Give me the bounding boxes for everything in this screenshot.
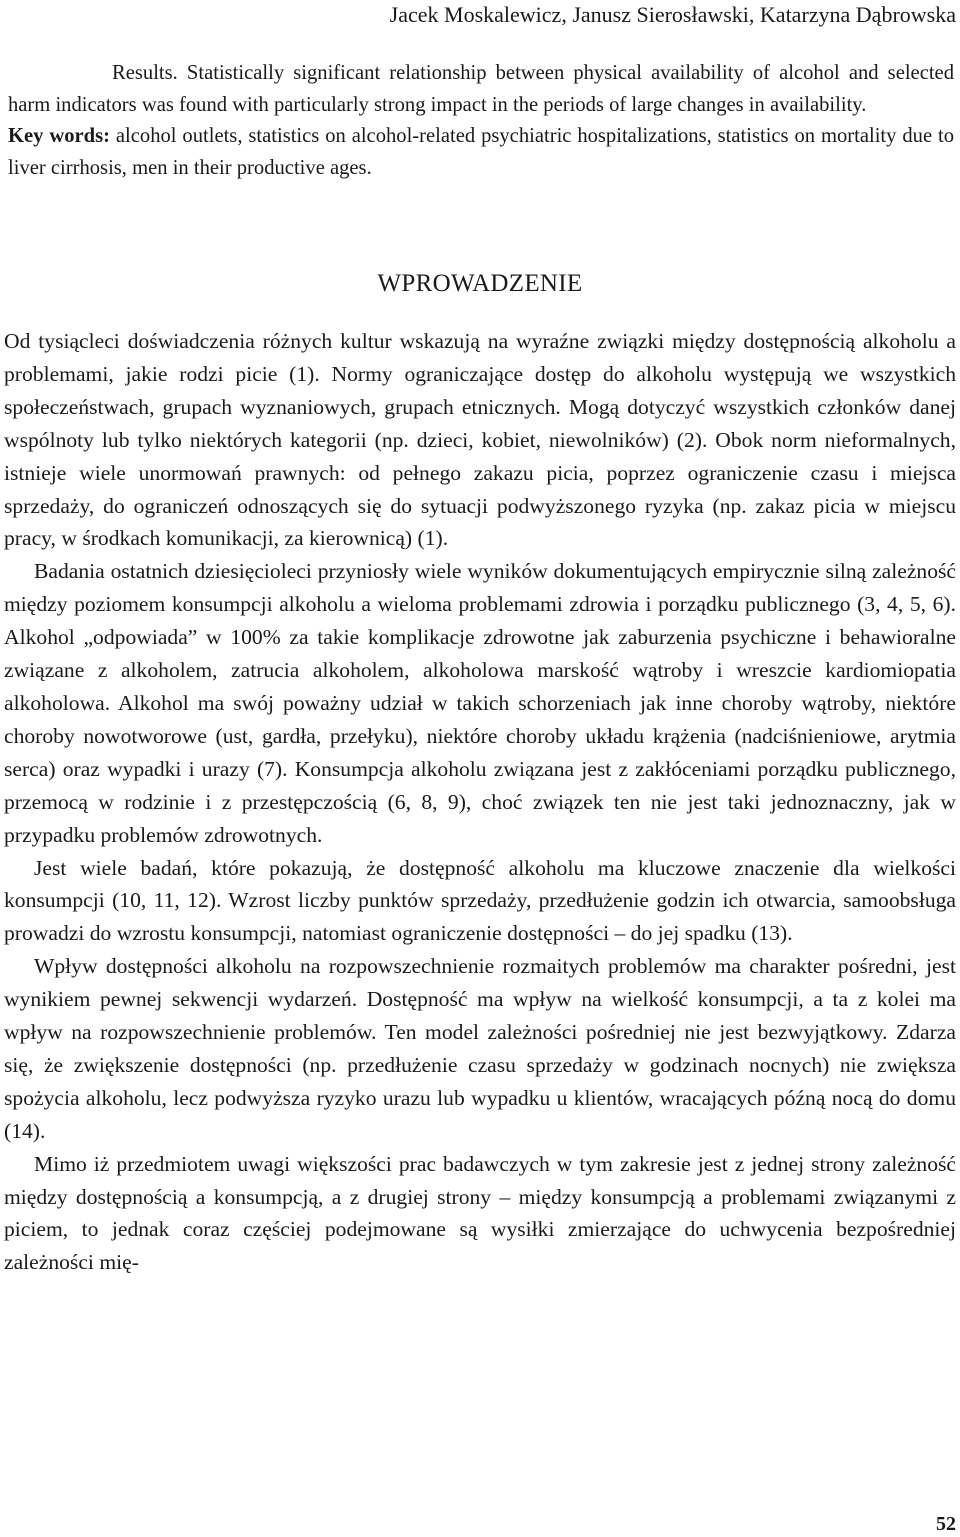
paragraph-2: Badania ostatnich dziesięcioleci przyniosły wiele wyników dokumentujących empirycznie silną zależność między poziomem konsumpcji alkoholu a wieloma problemami zdrowia i porządku publicznego (3, 4, 5, 6). Alkohol „odpowiada” w 100% za takie komplikacje zdrowotne jak zaburzenia psychiczne i behawioralne związane z alkoholem, zatrucia alkoholem, alkoholowa marskość wątroby i wreszcie kardiomiopatia alkoholowa. Alkohol ma swój poważny udział w takich schorzeniach jak inne choroby wątroby, niektóre choroby nowotworowe (ust, gardła, przełyku), niektóre choroby układu krążenia (nadciśnieniowe, arytmia serca) oraz wypadki i urazy (7). Konsumpcja alkoholu związana jest z zakłóceniami porządku publicznego, przemocą w rodzinie i z przestępczością (6, 8, 9), choć związek ten nie jest taki jednoznaczny, jak w przypadku problemów zdrowotnych. (4, 559, 956, 847)
abstract-keywords (8, 121, 954, 184)
abstract-results: Results. Statistically significant relationship between physical availability of alcohol and selected harm indicators was found with particularly strong impact in the periods of large changes in availability. (8, 62, 954, 116)
page-number: 52 (936, 1513, 956, 1535)
keywords-label: Key words: (8, 125, 110, 148)
keywords-text: alcohol outlets, statistics on alcohol-related psychiatric hospitalizations, statistics on mortality due to liver cirrhosis, men in their productive ages. (8, 125, 954, 179)
running-header-authors: Jacek Moskalewicz, Janusz Sierosławski, Katarzyna Dąbrowska (389, 2, 956, 27)
paragraph-3: Jest wiele badań, które pokazują, że dostępność alkoholu ma kluczowe znaczenie dla wielkości konsumpcji (10, 11, 12). Wzrost liczby punktów sprzedaży, przedłużenie godzin ich otwarcia, samoobsługa prowadzi do wzrostu konsumpcji, natomiast ograniczenie dostępności – do jej spadku (13). (4, 855, 956, 946)
paragraph-4: Wpływ dostępności alkoholu na rozpowszechnienie rozmaitych problemów ma charakter pośredni, jest wynikiem pewnej sekwencji wydarzeń. Dostępność ma wpływ na wielkość konsumpcji, a ta z kolei ma wpływ na rozpowszechnienie problemów. Ten model zależności pośredniej nie jest bezwyjątkowy. Zdarza się, że zwiększenie dostępności (np. przedłużenie czasu sprzedaży w godzinach nocnych) nie zwiększa spożycia alkoholu, lecz podwyższa ryzyko urazu lub wypadku u klientów, wracających późną nocą do domu (14). (4, 954, 956, 1143)
abstract-block (8, 58, 954, 184)
body-text (4, 325, 956, 1279)
paragraph-5: Mimo iż przedmiotem uwagi większości prac badawczych w tym zakresie jest z jednej strony zależność między dostępnością a konsumpcją, a z drugiej strony – między konsumpcją a problemami związanymi z piciem, to jednak coraz częściej podejmowane są wysiłki zmierzające do uchwycenia bezpośredniej zależności mię- (4, 1151, 956, 1275)
paragraph-1: Od tysiącleci doświadczenia różnych kultur wskazują na wyraźne związki między dostępnością alkoholu a problemami, jakie rodzi picie (1). Normy ograniczające dostęp do alkoholu występują we wszystkich społeczeństwach, grupach wyznaniowych, grupach etnicznych. Mogą dotyczyć wszystkich członków danej wspólnoty lub tylko niektórych kategorii (np. dzieci, kobiet, niewolników) (2). Obok norm nieformalnych, istnieje wiele unormowań prawnych: od pełnego zakazu picia, poprzez ograniczenie czasu i miejsca sprzedaży, do ograniczeń odnoszących się do sytuacji podwyższonego ryzyka (np. zakaz picia w miejscu pracy, w środkach komunikacji, za kierownicą) (1). (4, 329, 956, 551)
section-heading: WPROWADZENIE (377, 270, 583, 297)
